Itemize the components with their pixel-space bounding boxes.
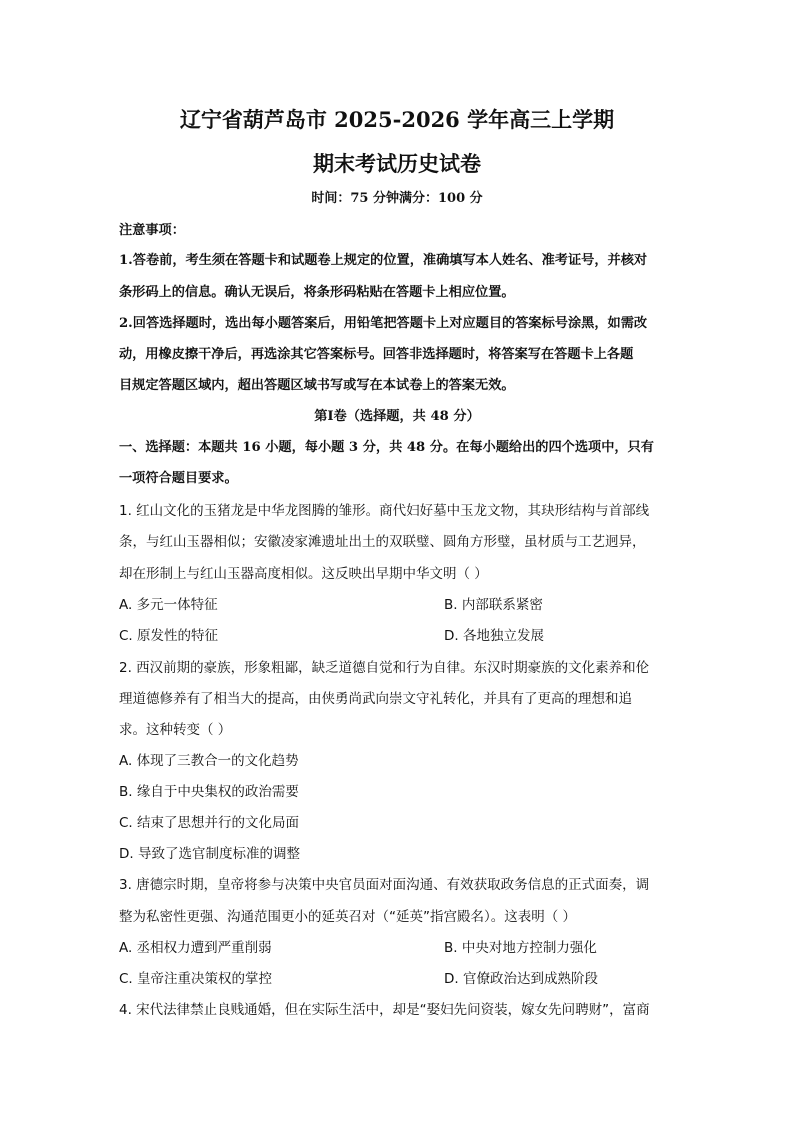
question-2-option-d: D. 导致了选官制度标准的调整 (119, 846, 300, 862)
question-1-option-d: D. 各地独立发展 (444, 628, 544, 644)
exam-subtitle: 期末考试历史试卷 (313, 151, 481, 176)
question-1-option-b: B. 内部联系紧密 (444, 597, 543, 613)
question-3-option-b: B. 中央对地方控制力强化 (444, 940, 597, 956)
exam-title: 辽宁省葫芦岛市 2025-2026 学年高三上学期 (179, 107, 615, 132)
notice-line: 2.回答选择题时，选出每小题答案后，用铅笔把答题卡上对应题目的答案标号涂黑，如需改 (119, 316, 648, 331)
question-2-stem: 求。这种转变（ ） (119, 722, 232, 738)
question-3-stem: 整为私密性更强、沟通范围更小的延英召对（“延英”指宫殿名）。这表明（ ） (119, 909, 577, 925)
notice-line: 动，用橡皮擦干净后，再选涂其它答案标号。回答非选择题时，将答案写在答题卡上各题 (119, 347, 634, 362)
question-3-option-c: C. 皇帝注重决策权的掌控 (119, 971, 273, 987)
question-3-stem: 3. 唐德宗时期，皇帝将参与决策中央官员面对面沟通、有效获取政务信息的正式面奏，调 (119, 877, 650, 893)
question-1-option-c: C. 原发性的特征 (119, 628, 219, 644)
question-1-option-a: A. 多元一体特征 (119, 597, 218, 613)
exam-time-info: 时间：75 分钟满分：100 分 (311, 191, 483, 206)
notice-line: 条形码上的信息。确认无误后，将条形码粘贴在答题卡上相应位置。 (119, 285, 515, 300)
question-2-stem: 理道德修养有了相当大的提高，由侠勇尚武向崇文守礼转化，并具有了更高的理想和追 (119, 691, 632, 707)
question-2-stem: 2. 西汉前期的豪族，形象粗鄙，缺乏道德自觉和行为自律。东汉时期豪族的文化素养和伦 (119, 660, 650, 676)
notice-line: 目规定答题区域内，超出答题区域书写或写在本试卷上的答案无效。 (119, 378, 515, 393)
section-intro-line: 一项符合题目要求。 (119, 471, 238, 486)
question-3-option-a: A. 丞相权力遭到严重削弱 (119, 940, 272, 956)
question-2-option-b: B. 缘自于中央集权的政治需要 (119, 784, 299, 800)
question-3-option-d: D. 官僚政治达到成熟阶段 (444, 971, 598, 987)
question-1-stem: 却在形制上与红山玉器高度相似。这反映出早期中华文明（ ） (119, 566, 488, 582)
question-2-option-c: C. 结束了思想并行的文化局面 (119, 815, 300, 831)
question-1-stem: 条，与红山玉器相似；安徽凌家滩遗址出土的双联璧、圆角方形璧，虽材质与工艺迥异， (119, 534, 646, 550)
section-heading: 第Ⅰ卷（选择题，共 48 分） (314, 409, 480, 424)
question-2-option-a: A. 体现了三教合一的文化趋势 (119, 753, 299, 769)
notice-line: 1.答卷前，考生须在答题卡和试题卷上规定的位置，准确填写本人姓名、准考证号，并核对 (119, 253, 648, 268)
notice-heading: 注意事项： (119, 223, 185, 238)
question-1-stem: 1. 红山文化的玉猪龙是中华龙图腾的雏形。商代妇好墓中玉龙文物，其玦形结构与首部线 (119, 503, 650, 519)
section-intro-line: 一、选择题：本题共 16 小题，每小题 3 分，共 48 分。在每小题给出的四个选项中，只有 (119, 440, 654, 455)
question-4-stem: 4. 宋代法律禁止良贱通婚，但在实际生活中，却是“娶妇先问资装，嫁女先问聘财”，富商 (119, 1002, 650, 1018)
